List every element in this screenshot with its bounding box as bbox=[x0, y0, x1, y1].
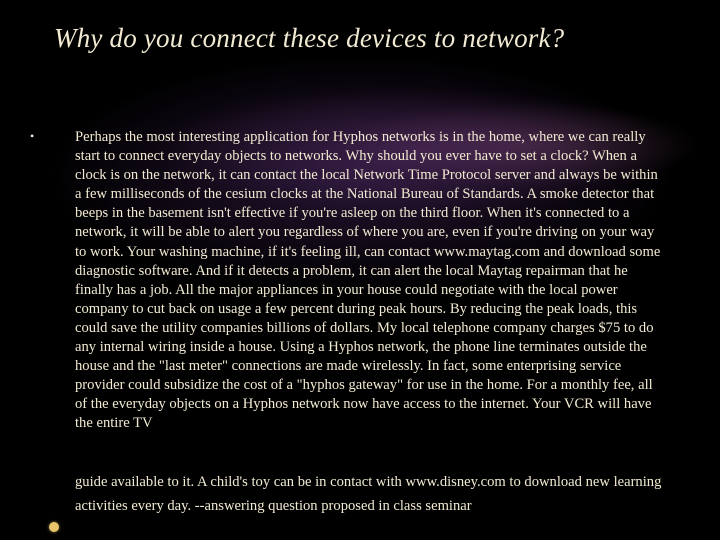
bullet-dot-icon bbox=[49, 522, 59, 532]
slide-body-text: Perhaps the most interesting application for Hyphos networks is in the home, where we can really start to connect everyday objects to networks. Why should you ever have to set a clock? When a clock is on the network, it can contact the local Network Time Protocol server and always be within a few milliseconds of the cesium clocks at the National Bureau of Standards. A smoke detector that beeps in the basement isn't effective if you're asleep on the third floor. When it's connected to a network, it will be able to alert you regardless of where you are, even if you're driving on your way to work. Your washing machine, if it's feeling ill, can contact www.maytag.com and download some diagnostic software. And if it detects a problem, it can alert the local Maytag repairman that he finally has a job. All the major appliances in your house could negotiate with the local power company to cut back on usage a few percent during peak hours. By reducing the peak loads, this could save the utility companies billions of dollars. My local telephone company charges $75 to do any internal wiring inside a house. Using a Hyphos network, the phone line terminates outside the house and the "last meter" connections are made wirelessly. In fact, some enterprising service provider could subsidize the cost of a "hyphos gateway" for use in the home. For a monthly fee, all of the everyday objects on a Hyphos network now have access to the internet. Your VCR will have the entire TV bbox=[75, 129, 661, 432]
slide-body-text-continued: guide available to it. A child's toy can be in contact with www.disney.com to download new learning activities every day. --answering question proposed in class seminar bbox=[75, 474, 662, 514]
bullet-marker: • bbox=[30, 129, 35, 143]
slide-title: Why do you connect these devices to network? bbox=[54, 23, 565, 53]
